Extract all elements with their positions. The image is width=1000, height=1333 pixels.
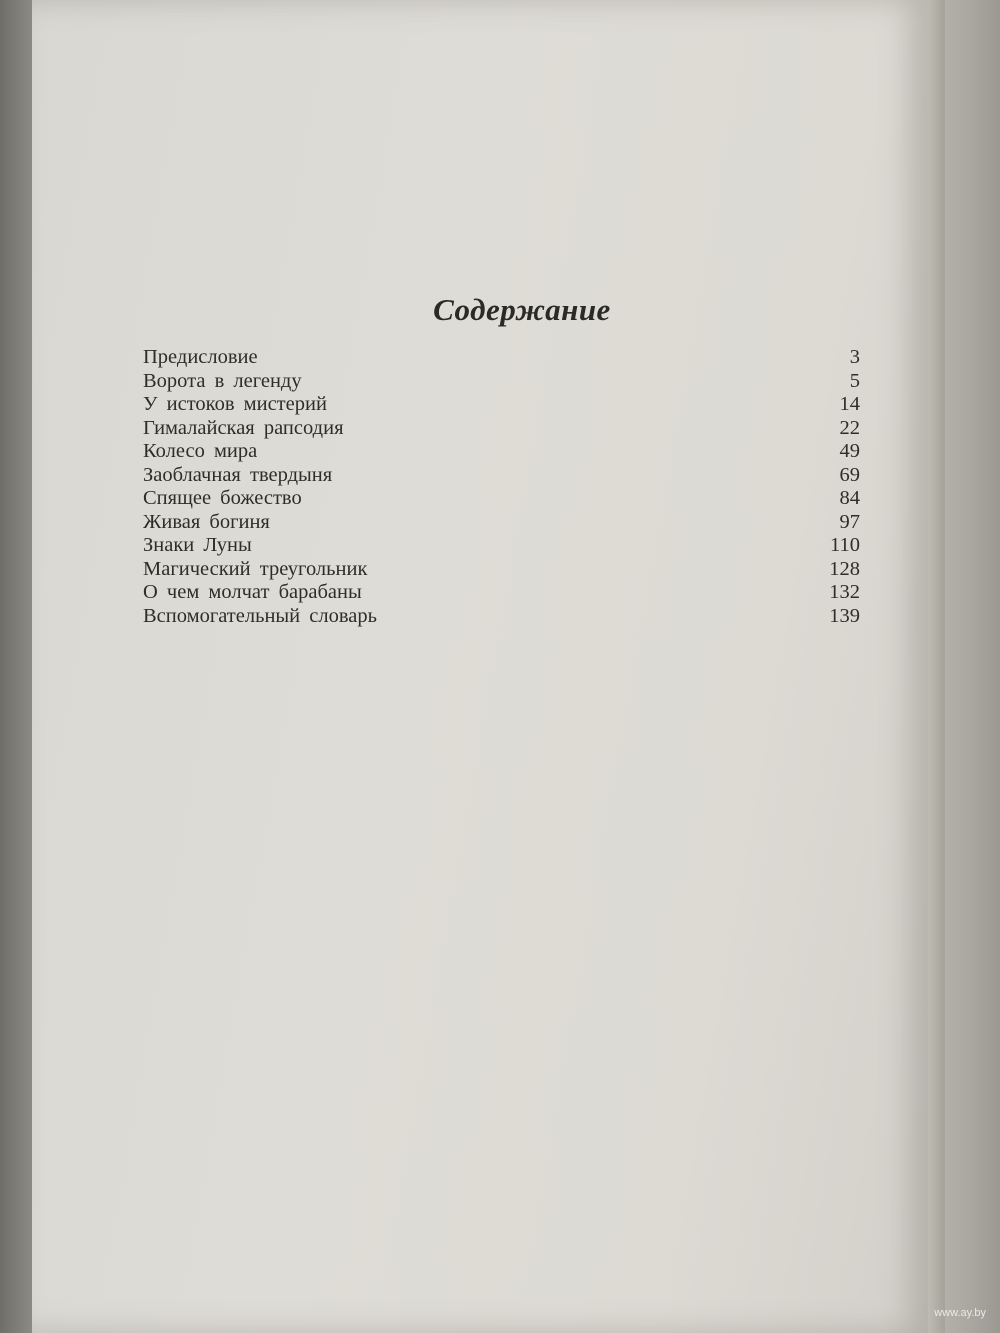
background-left (0, 0, 32, 1333)
toc-entry-page: 3 (849, 346, 860, 368)
page-title: Содержание (433, 292, 611, 327)
toc-entry-title: Живая богиня (143, 510, 270, 533)
toc-entry-2 (143, 370, 860, 394)
toc-entry-page: 5 (849, 369, 860, 392)
toc-entry-page: 84 (839, 487, 860, 509)
toc-entry-page: 128 (829, 557, 860, 580)
toc-entry-title: Ворота в легенду (143, 369, 302, 392)
toc-entry-7 (143, 487, 860, 511)
toc-entry-page: 14 (839, 393, 860, 415)
site-watermark: www.ay.by (934, 1307, 986, 1319)
toc-entry-page: 49 (839, 440, 860, 462)
toc-entry-4 (143, 417, 860, 441)
toc-entry-page: 139 (829, 604, 860, 627)
toc-entry-page: 97 (839, 510, 860, 533)
toc-entry-8 (143, 511, 860, 535)
table-of-contents (143, 346, 860, 628)
toc-entry-title: У истоков мистерий (143, 393, 327, 415)
toc-entry-1 (143, 346, 860, 370)
toc-entry-9 (143, 534, 860, 558)
toc-entry-title: Гималайская рапсодия (143, 416, 344, 439)
toc-entry-page: 69 (839, 463, 860, 486)
toc-entry-11 (143, 581, 860, 605)
toc-entry-title: Спящее божество (143, 487, 302, 509)
toc-entry-title: Вспомогательный словарь (143, 604, 377, 627)
toc-entry-title: Магический треугольник (143, 557, 368, 580)
toc-entry-title: Предисловие (143, 346, 258, 368)
toc-entry-page: 132 (829, 581, 860, 603)
toc-entry-12 (143, 605, 860, 629)
toc-entry-6 (143, 464, 860, 488)
toc-entry-title: О чем молчат барабаны (143, 581, 362, 603)
toc-entry-title: Колесо мира (143, 440, 258, 462)
toc-entry-page: 110 (830, 534, 860, 556)
toc-entry-title: Знаки Луны (143, 534, 252, 556)
toc-entry-5 (143, 440, 860, 464)
toc-entry-3 (143, 393, 860, 417)
book-page (32, 0, 928, 1333)
toc-entry-title: Заоблачная твердыня (143, 463, 333, 486)
toc-entry-10 (143, 558, 860, 582)
toc-entry-page: 22 (839, 416, 860, 439)
